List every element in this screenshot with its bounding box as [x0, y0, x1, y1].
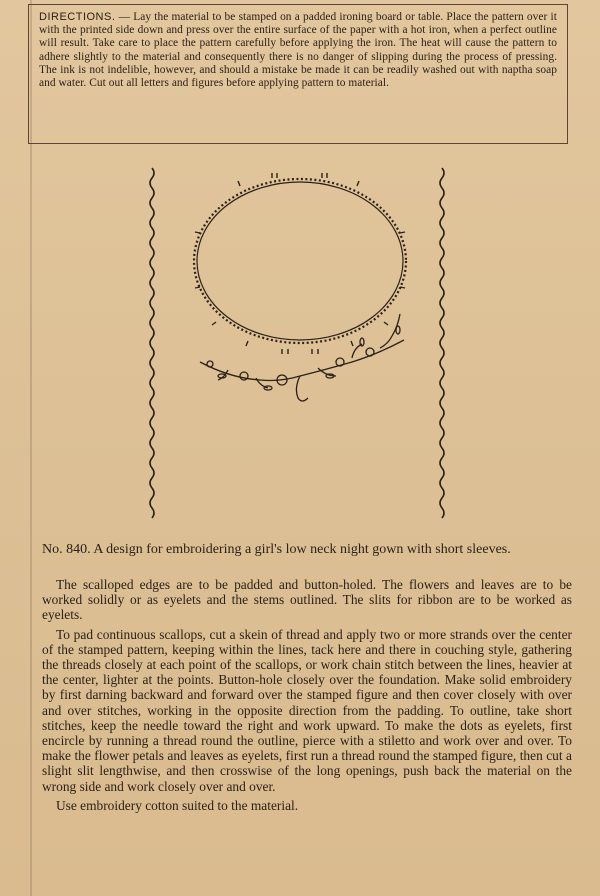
- neckline-oval: [194, 179, 406, 343]
- right-scalloped-edge: [440, 168, 444, 518]
- instructions: [42, 577, 572, 817]
- ribbon-slits: [195, 173, 405, 354]
- left-scalloped-edge: [150, 168, 154, 518]
- embroidery-pattern-illustration: [0, 150, 600, 530]
- directions-text: [39, 11, 557, 90]
- instructions-paragraph: Use embroidery cotton suited to the material.: [56, 797, 299, 813]
- directions-label: DIRECTIONS.: [39, 11, 116, 23]
- instructions-paragraph: To pad continuous scallops, cut a skein of thread and apply two or more strands over the center of the stamped pattern, keeping within the lines, tack here and there in couching style, gathering the threads closely at each point of the scallops, or work chain stitch between the lines, heavier at the center, lighter at the points. Button-hole closely over the foundation. Make solid embroidery by first darning backward and forward over the stamped figure and then cover closely with over and over stitches, working in the opposite direction from the padding. To outline, take short stitches, keep the needle toward the right and work upward. To make the dots as eyelets, first encircle by running a thread round the outline, pierce with a stiletto and work over and over. To make the flower petals and leaves as eyelets, first run a thread round the stamped figure, then cut a slight slit lengthwise, and then crosswise of the long openings, push back the material on the wrong side and work closely over and over.: [42, 626, 572, 794]
- directions-box: [28, 4, 568, 144]
- pattern-caption: No. 840. A design for embroidering a girl's low neck night gown with short sleeves.: [42, 542, 511, 557]
- directions-body: — Lay the material to be stamped on a padded ironing board or table. Place the pattern over it with the printed side down and press over the entire surface of the paper with a hot iron, when a perfect outline will result. Take care to place the pattern carefully before applying the iron. The heat will cause the pattern to adhere slightly to the material and consequently there is no danger of slipping during the process of pressing. The ink is not indelible, however, and should a mistake be made it can be readily washed out with naptha soap and water. Cut out all letters and figures before applying pattern to material.: [39, 11, 557, 90]
- instructions-paragraph: The scalloped edges are to be padded and button-holed. The flowers and leaves are to be worked solidly or as eyelets and the stems outlined. The slits for ribbon are to be worked as eyelets.: [42, 577, 572, 623]
- floral-spray: [200, 314, 404, 401]
